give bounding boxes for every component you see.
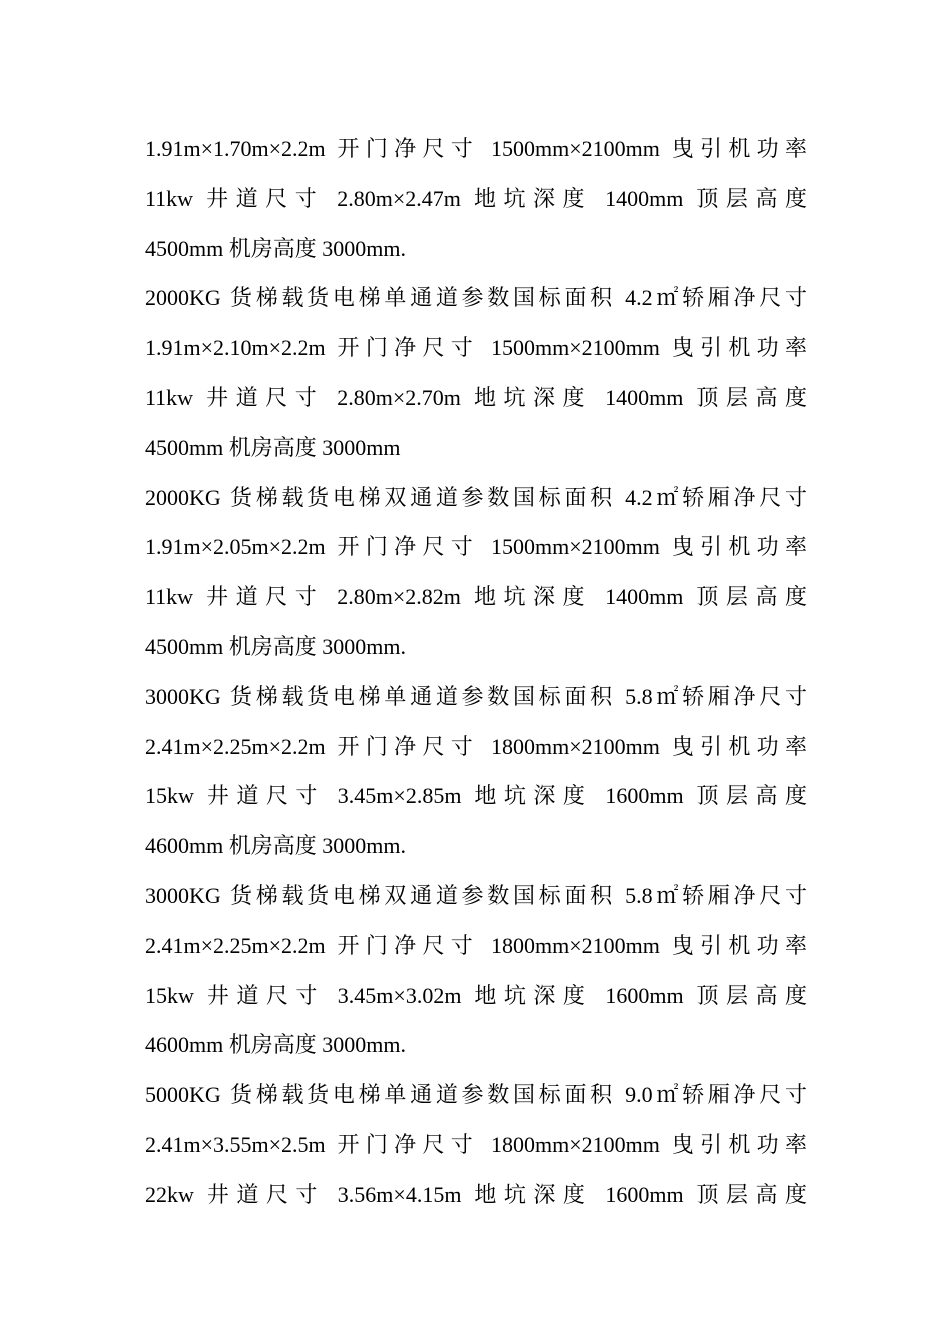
document-body-text	[145, 124, 807, 1220]
document-line: 2.41m×2.25m×2.2m 开门净尺寸 1800mm×2100mm 曳引机功率	[145, 733, 807, 759]
document-line: 2.41m×2.25m×2.2m 开门净尺寸 1800mm×2100mm 曳引机功率	[145, 932, 807, 958]
document-line: 11kw 井道尺寸 2.80m×2.82m 地坑深度 1400mm 顶层高度	[145, 584, 807, 610]
document-line: 3000KG 货梯载货电梯单通道参数国标面积 5.8㎡轿厢净尺寸	[145, 683, 807, 709]
document-line: 2000KG 货梯载货电梯双通道参数国标面积 4.2㎡轿厢净尺寸	[145, 484, 807, 510]
document-line: 11kw 井道尺寸 2.80m×2.47m 地坑深度 1400mm 顶层高度	[145, 185, 807, 211]
document-line: 4500mm 机房高度 3000mm.	[145, 633, 406, 659]
document-line: 3000KG 货梯载货电梯双通道参数国标面积 5.8㎡轿厢净尺寸	[145, 882, 807, 908]
document-line: 4500mm 机房高度 3000mm.	[145, 235, 406, 261]
document-line: 11kw 井道尺寸 2.80m×2.70m 地坑深度 1400mm 顶层高度	[145, 384, 807, 410]
document-line: 1.91m×1.70m×2.2m 开门净尺寸 1500mm×2100mm 曳引机功率	[145, 136, 807, 161]
document-line: 4600mm 机房高度 3000mm.	[145, 1032, 406, 1058]
document-line: 15kw 井道尺寸 3.45m×2.85m 地坑深度 1600mm 顶层高度	[145, 783, 807, 809]
document-line: 2.41m×3.55m×2.5m 开门净尺寸 1800mm×2100mm 曳引机功率	[145, 1131, 807, 1157]
document-line: 4500mm 机房高度 3000mm	[145, 434, 401, 460]
document-line: 5000KG 货梯载货电梯单通道参数国标面积 9.0㎡轿厢净尺寸	[145, 1082, 807, 1108]
document-line: 15kw 井道尺寸 3.45m×3.02m 地坑深度 1600mm 顶层高度	[145, 982, 807, 1008]
document-line: 4600mm 机房高度 3000mm.	[145, 833, 406, 859]
document-line: 22kw 井道尺寸 3.56m×4.15m 地坑深度 1600mm 顶层高度	[145, 1181, 807, 1207]
document-line: 1.91m×2.10m×2.2m 开门净尺寸 1500mm×2100mm 曳引机功率	[145, 335, 807, 361]
document-line: 2000KG 货梯载货电梯单通道参数国标面积 4.2㎡轿厢净尺寸	[145, 285, 807, 311]
document-line: 1.91m×2.05m×2.2m 开门净尺寸 1500mm×2100mm 曳引机功率	[145, 534, 807, 560]
